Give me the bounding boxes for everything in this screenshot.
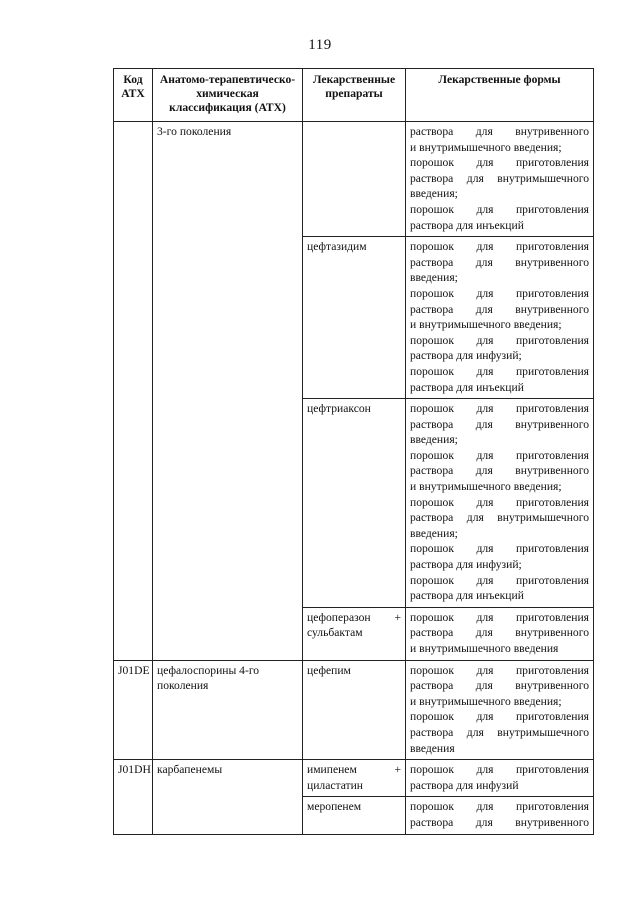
atx-code-cell: J01DH bbox=[114, 760, 153, 834]
dosage-form-line: раствора для инъекций bbox=[410, 589, 524, 603]
dosage-form-line: введения; bbox=[410, 526, 458, 540]
header-code: Код АТХ bbox=[114, 69, 153, 122]
dosage-form-line: введения; bbox=[410, 271, 458, 285]
dosage-form-line: и внутримышечного введения; bbox=[410, 480, 562, 494]
dosage-form-line: порошок для приготовления bbox=[410, 286, 589, 300]
dosage-forms-cell bbox=[406, 607, 594, 660]
dosage-form-line: порошок для приготовления bbox=[410, 202, 589, 216]
dosage-form-line: и внутримышечного введения; bbox=[410, 694, 562, 708]
dosage-form-line: раствора для внутримышечного bbox=[410, 171, 589, 185]
atx-code-cell bbox=[114, 122, 153, 661]
drug-cell bbox=[303, 607, 406, 660]
header-drugs: Лекарственные препараты bbox=[303, 69, 406, 122]
drug-cell bbox=[303, 797, 406, 834]
drug-cell bbox=[303, 122, 406, 237]
header-classification: Анатомо-терапевтическо-химическая классификация (АТХ) bbox=[153, 69, 303, 122]
dosage-form-line: порошок для приготовления bbox=[410, 573, 589, 587]
dosage-form-line: раствора для внутривенного bbox=[410, 626, 589, 640]
dosage-form-line: и внутримышечного введения bbox=[410, 642, 559, 655]
dosage-form-line: порошок для приготовления bbox=[410, 364, 589, 378]
dosage-form-line: порошок для приготовления bbox=[410, 763, 589, 777]
atx-code-cell: J01DE bbox=[114, 660, 153, 760]
dosage-form-line: раствора для инъекций bbox=[410, 380, 524, 394]
drug-cell bbox=[303, 660, 406, 760]
atx-classification-cell: цефалоспорины 4-го поколения bbox=[153, 660, 303, 760]
dosage-forms-cell bbox=[406, 760, 594, 797]
dosage-form-line: порошок для приготовления bbox=[410, 610, 589, 624]
drug-cell bbox=[303, 237, 406, 399]
page-number: 119 bbox=[308, 37, 332, 53]
dosage-form-line: раствора для инфузий bbox=[410, 778, 519, 792]
drug-name-line: цефтазидим bbox=[307, 240, 367, 254]
header-forms: Лекарственные формы bbox=[406, 69, 594, 122]
dosage-form-line: порошок для приготовления bbox=[410, 240, 589, 254]
drug-name-line: цефтриаксон bbox=[307, 402, 371, 416]
dosage-forms-cell bbox=[406, 399, 594, 608]
dosage-form-line: раствора для инъекций bbox=[410, 218, 524, 232]
drug-name-line: имипенем + bbox=[307, 763, 401, 777]
dosage-form-line: раствора для внутривенного bbox=[410, 302, 589, 316]
table-row bbox=[114, 660, 594, 760]
drug-name-line: цефепим bbox=[307, 663, 351, 677]
dosage-form-line: порошок для приготовления bbox=[410, 542, 589, 556]
dosage-forms-cell bbox=[406, 660, 594, 760]
dosage-form-line: порошок для приготовления bbox=[410, 448, 589, 462]
dosage-form-line: порошок для приготовления bbox=[410, 495, 589, 509]
dosage-form-line: раствора для внутривенного bbox=[410, 125, 589, 138]
atx-classification-cell: 3-го поколения bbox=[153, 122, 303, 661]
drug-cell bbox=[303, 399, 406, 608]
dosage-form-line: раствора для внутривенного bbox=[410, 417, 589, 431]
drug-name-line: цефоперазон + bbox=[307, 610, 401, 624]
drug-cell bbox=[303, 760, 406, 797]
dosage-form-line: раствора для внутримышечного bbox=[410, 725, 589, 739]
dosage-form-line: порошок для приготовления bbox=[410, 156, 589, 170]
table-body bbox=[114, 122, 594, 835]
dosage-form-line: порошок для приготовления bbox=[410, 402, 589, 416]
table-row bbox=[114, 760, 594, 797]
dosage-form-line: порошок для приготовления bbox=[410, 800, 589, 814]
drug-name-line: сульбактам bbox=[307, 626, 363, 640]
dosage-form-line: введения; bbox=[410, 187, 458, 201]
drug-name-line: циластатин bbox=[307, 778, 364, 792]
dosage-form-line: раствора для внутривенного bbox=[410, 679, 589, 693]
table-header-row bbox=[114, 69, 594, 122]
dosage-form-line: раствора для инфузий; bbox=[410, 558, 522, 572]
dosage-form-line: раствора для внутримышечного bbox=[410, 511, 589, 525]
dosage-form-line: и внутримышечного введения; bbox=[410, 140, 562, 154]
drug-name-line: меропенем bbox=[307, 800, 362, 814]
atx-table bbox=[113, 68, 594, 835]
atx-classification-cell: карбапенемы bbox=[153, 760, 303, 834]
dosage-form-line: порошок для приготовления bbox=[410, 333, 589, 347]
dosage-form-line: раствора для инфузий; bbox=[410, 349, 522, 363]
dosage-form-line: порошок для приготовления bbox=[410, 710, 589, 724]
dosage-form-line: порошок для приготовления bbox=[410, 663, 589, 677]
dosage-forms-cell bbox=[406, 797, 594, 834]
dosage-form-line: раствора для внутривенного bbox=[410, 464, 589, 478]
dosage-form-line: раствора для внутривенного bbox=[410, 815, 589, 829]
dosage-form-line: и внутримышечного введения; bbox=[410, 318, 562, 332]
dosage-forms-cell bbox=[406, 237, 594, 399]
dosage-form-line: введения bbox=[410, 741, 455, 755]
dosage-form-line: введения; bbox=[410, 433, 458, 447]
dosage-form-line: раствора для внутривенного bbox=[410, 255, 589, 269]
table-row bbox=[114, 122, 594, 237]
dosage-forms-cell bbox=[406, 122, 594, 237]
